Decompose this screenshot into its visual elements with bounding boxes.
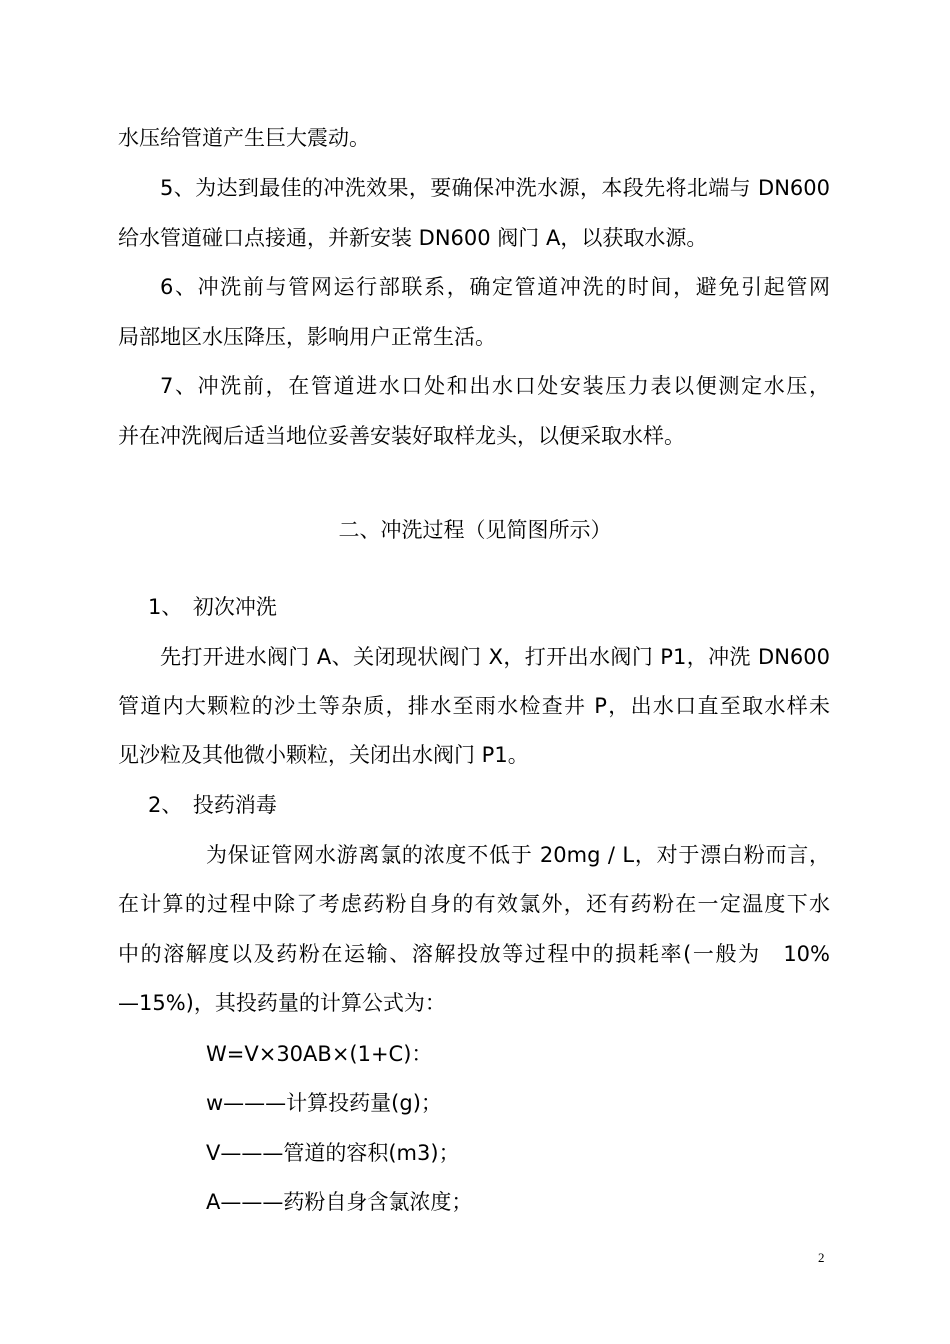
- body-text-line: 中的溶解度以及药粉在运输、溶解投放等过程中的损耗率(一般为 10%: [118, 942, 830, 966]
- body-text-line: 水压给管道产生巨大震动。: [118, 126, 370, 150]
- body-text-line: 并在冲洗阀后适当地位妥善安装好取样龙头，以便采取水样。: [118, 424, 685, 448]
- body-text-line: 6、冲洗前与管网运行部联系，确定管道冲洗的时间，避免引起管网: [160, 275, 830, 299]
- page-number: 2: [818, 1250, 825, 1265]
- formula-line: W=V×30AB×(1+C)：: [206, 1042, 433, 1066]
- subsection-heading: 1、 初次冲洗: [148, 595, 277, 619]
- body-text-line: 先打开进水阀门 A、关闭现状阀门 X，打开出水阀门 P1，冲洗 DN600: [160, 645, 830, 669]
- body-text-line: 见沙粒及其他微小颗粒，关闭出水阀门 P1。: [118, 743, 529, 767]
- body-text-line: 管道内大颗粒的沙土等杂质，排水至雨水检查井 P，出水口直至取水样未: [118, 694, 830, 718]
- body-text-line: 给水管道碰口点接通，并新安装 DN600 阀门 A，以获取水源。: [118, 226, 708, 250]
- body-text-line: 5、为达到最佳的冲洗效果，要确保冲洗水源，本段先将北端与 DN600: [160, 176, 830, 200]
- body-text-line: 为保证管网水游离氯的浓度不低于 20mg / L，对于漂白粉而言，: [206, 843, 830, 867]
- formula-definition: A———药粉自身含氯浓度；: [206, 1190, 473, 1214]
- formula-definition: V———管道的容积(m3)；: [206, 1141, 460, 1165]
- section-heading: 二、冲洗过程（见简图所示）: [338, 518, 612, 542]
- body-text-line: 在计算的过程中除了考虑药粉自身的有效氯外，还有药粉在一定温度下水: [118, 892, 830, 916]
- formula-definition: w———计算投药量(g)；: [206, 1091, 442, 1115]
- body-text-line: 7、冲洗前，在管道进水口处和出水口处安装压力表以便测定水压，: [160, 374, 830, 398]
- subsection-heading: 2、 投药消毒: [148, 793, 277, 817]
- body-text-line: 局部地区水压降压，影响用户正常生活。: [118, 325, 496, 349]
- body-text-line: —15%)，其投药量的计算公式为：: [118, 991, 446, 1015]
